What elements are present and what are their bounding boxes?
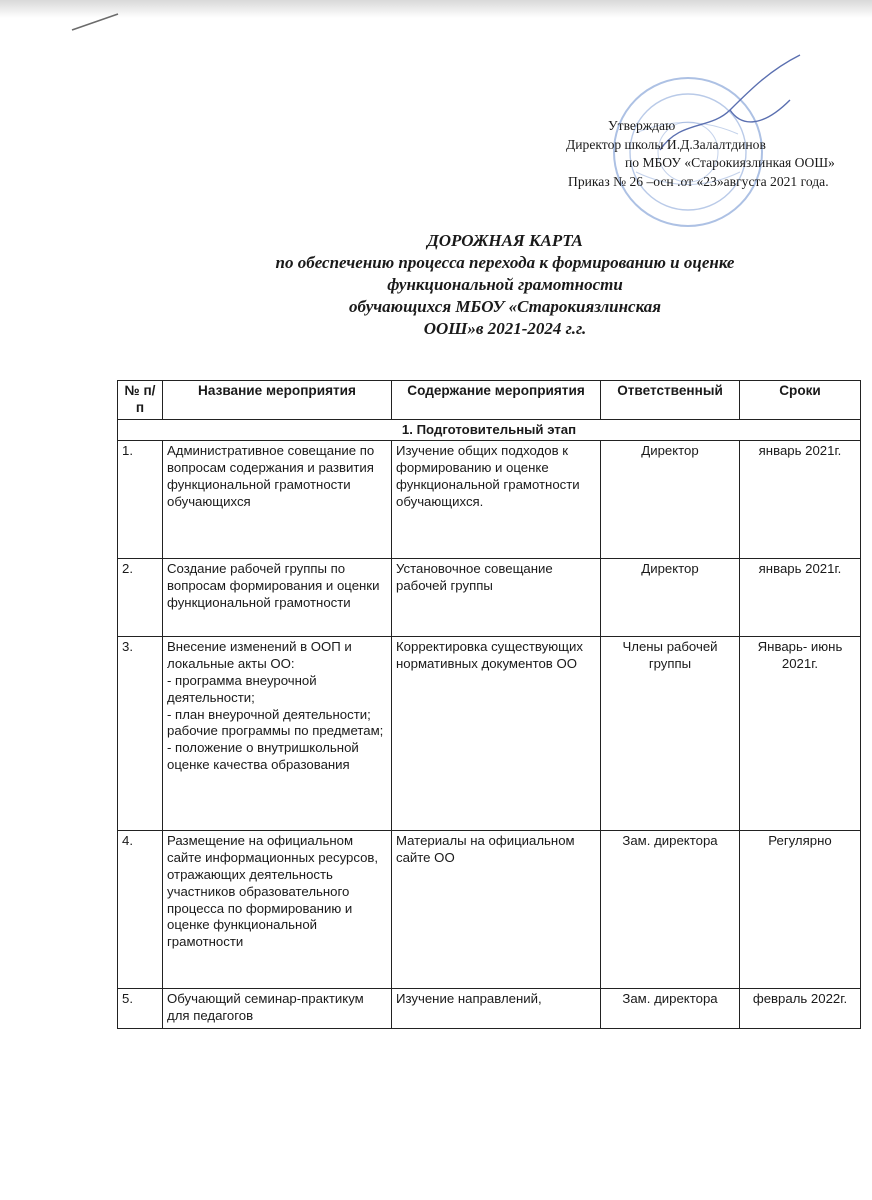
row-name-line: рабочие программы по предметам; — [167, 723, 384, 739]
approval-block — [520, 117, 870, 191]
row-term: Январь- июнь 2021г. — [740, 637, 861, 831]
row-name-line: Внесение изменений в ООП и локальные акты ОО: — [167, 639, 352, 672]
row-responsible: Директор — [601, 441, 740, 559]
row-content: Изучение общих подходов к формированию и оценке функциональной грамотности обучающихся. — [392, 441, 601, 559]
row-content: Изучение направлений, — [392, 989, 601, 1029]
header-content: Содержание мероприятия — [392, 381, 601, 420]
row-name-line: - положение о внутришкольной оценке качества образования — [167, 740, 359, 772]
row-term: Регулярно — [740, 831, 861, 989]
table-row — [118, 637, 861, 831]
row-name: Административное совещание по вопросам содержания и развития функциональной грамотности обучающихся — [163, 441, 392, 559]
header-responsible: Ответственный — [601, 381, 740, 420]
row-num: 5. — [118, 989, 163, 1029]
scan-pen-mark — [70, 10, 122, 34]
approval-line-3: по МБОУ «Старокиязлинкая ООШ» — [625, 155, 835, 170]
table-row — [118, 831, 861, 989]
document-title — [120, 230, 872, 340]
title-line-2: по обеспечению процесса перехода к формированию и оценке — [275, 253, 735, 272]
row-term: февраль 2022г. — [740, 989, 861, 1029]
approval-line-2: Директор школы И.Д.Залалтдинов — [566, 136, 766, 152]
scan-top-shadow — [0, 0, 872, 18]
roadmap-table — [117, 380, 861, 1029]
header-num: № п/п — [118, 381, 163, 420]
row-name: Размещение на официальном сайте информационных ресурсов, отражающих деятельность участников образовательного процесса по формированию и оценке функциональной грамотности — [163, 831, 392, 989]
title-line-3: функциональной грамотности — [387, 275, 623, 294]
row-responsible: Зам. директора — [601, 989, 740, 1029]
header-name: Название мероприятия — [163, 381, 392, 420]
title-line-1: ДОРОЖНАЯ КАРТА — [427, 231, 583, 250]
table-row — [118, 559, 861, 637]
row-num: 4. — [118, 831, 163, 989]
table-header-row — [118, 381, 861, 420]
row-content: Материалы на официальном сайте ОО — [392, 831, 601, 989]
row-num: 2. — [118, 559, 163, 637]
row-num: 1. — [118, 441, 163, 559]
title-line-4: обучающихся МБОУ «Старокиязлинская — [348, 297, 662, 316]
row-responsible: Директор — [601, 559, 740, 637]
approval-line-4: Приказ № 26 –осн .от «23»августа 2021 года. — [568, 173, 829, 189]
row-num: 3. — [118, 637, 163, 831]
row-content: Корректировка существующих нормативных документов ОО — [392, 637, 601, 831]
row-responsible: Зам. директора — [601, 831, 740, 989]
table-row — [118, 441, 861, 559]
row-name-line: - программа внеурочной деятельности; — [167, 672, 317, 705]
approval-line-1: Утверждаю — [608, 118, 676, 133]
row-term: январь 2021г. — [740, 441, 861, 559]
row-name — [163, 637, 392, 831]
row-content: Установочное совещание рабочей группы — [392, 559, 601, 637]
stage-title: 1. Подготовительный этап — [118, 419, 861, 441]
header-term: Сроки — [740, 381, 861, 420]
stage-row — [118, 419, 861, 441]
title-line-5: ООШ»в 2021-2024 г.г. — [423, 319, 587, 338]
row-name-line: - план внеурочной деятельности; — [167, 706, 371, 722]
row-term: январь 2021г. — [740, 559, 861, 637]
table-row — [118, 989, 861, 1029]
row-responsible: Члены рабочей группы — [601, 637, 740, 831]
row-name: Создание рабочей группы по вопросам формирования и оценки функциональной грамотности — [163, 559, 392, 637]
row-name: Обучающий семинар-практикум для педагогов — [163, 989, 392, 1029]
